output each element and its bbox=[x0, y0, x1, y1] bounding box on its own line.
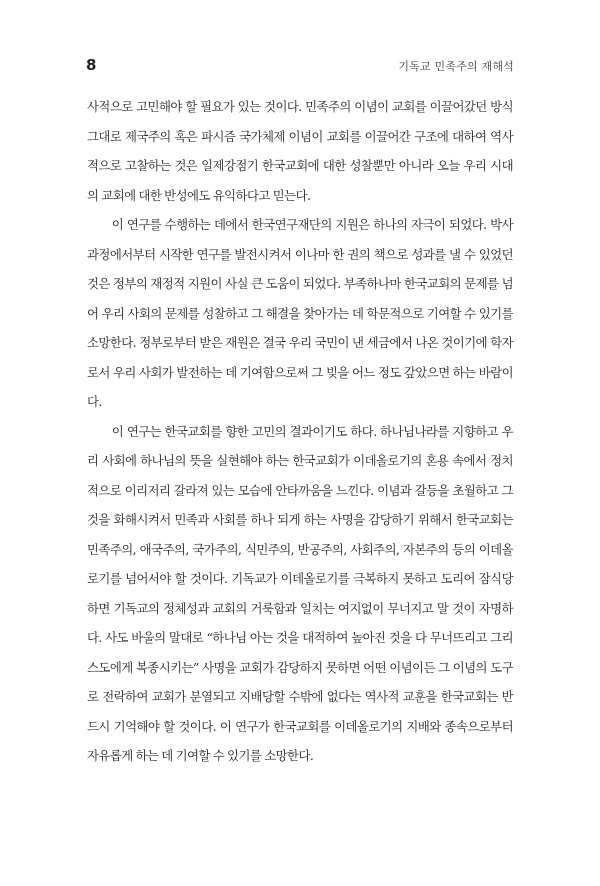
page-number: 8 bbox=[86, 56, 97, 74]
paragraph-research-funding: 이 연구를 수행하는 데에서 한국연구재단의 지원은 하나의 자극이 되었다. 박사과정에서부터 시작한 연구를 발전시켜서 이나마 한 권의 책으로 성과를 낼 수 있었던 것은 정부의 재정적 지원이 사실 큰 도움이 되었다. 부족하나마 한국교회의 문제를 넘어 우리 사회의 문제를 성찰하고 그 해결을 찾아가는 데 학문적으로 기여할 수 있기를 소망한다. 정부로부터 받은 재원은 결국 우리 국민이 낸 세금에서 나온 것이기에 학자로서 우리 사회가 발전하는 데 기여함으로써 그 빚을 어느 정도 갚았으면 하는 바람이다. bbox=[87, 217, 513, 409]
paragraph-continued: 사적으로 고민해야 할 필요가 있는 것이다. 민족주의 이념이 교회를 이끌어갔던 방식 그대로 제국주의 혹은 파시즘 국가체제 이념이 교회를 이끌어간 구조에 대하여 역사적으로 고찰하는 것은 일제강점기 한국교회에 대한 성찰뿐만 아니라 오늘 우리 시대의 교회에 대한 반성에도 유익하다고 믿는다. bbox=[87, 99, 513, 203]
body-text bbox=[87, 92, 513, 771]
paragraph-korean-church: 이 연구는 한국교회를 향한 고민의 결과이기도 하다. 하나님나라를 지향하고 우리 사회에 하나님의 뜻을 실현해야 하는 한국교회가 이데올로기의 혼용 속에서 정치적으로 이리저리 갈라져 있는 모습에 안타까움을 느낀다. 이념과 갈등을 초월하고 그것을 화해시켜서 민족과 사회를 하나 되게 하는 사명을 감당하기 위해서 한국교회는 민족주의, 애국주의, 국가주의, 식민주의, 반공주의, 사회주의, 자본주의 등의 이데올로기를 넘어서야 할 것이다. 기독교가 이데올로기를 극복하지 못하고 도리어 잠식당하면 기독교의 정체성과 교회의 거룩함과 일치는 여지없이 무너지고 말 것이 자명하다. 사도 바울의 말대로 “하나님 아는 것을 대적하여 높아진 것을 다 무너뜨리고 그리스도에게 복종시키는” 사명을 교회가 감당하지 못하면 어떤 이념이든 그 이념의 도구로 전락하여 교회가 분열되고 지배당할 수밖에 없다는 역사적 교훈을 한국교회는 반드시 기억해야 할 것이다. 이 연구가 한국교회를 이데올로기의 지배와 종속으로부터 자유롭게 하는 데 기여할 수 있기를 소망한다. bbox=[87, 423, 513, 763]
running-header-title: 기독교 민족주의 재해석 bbox=[398, 60, 514, 73]
